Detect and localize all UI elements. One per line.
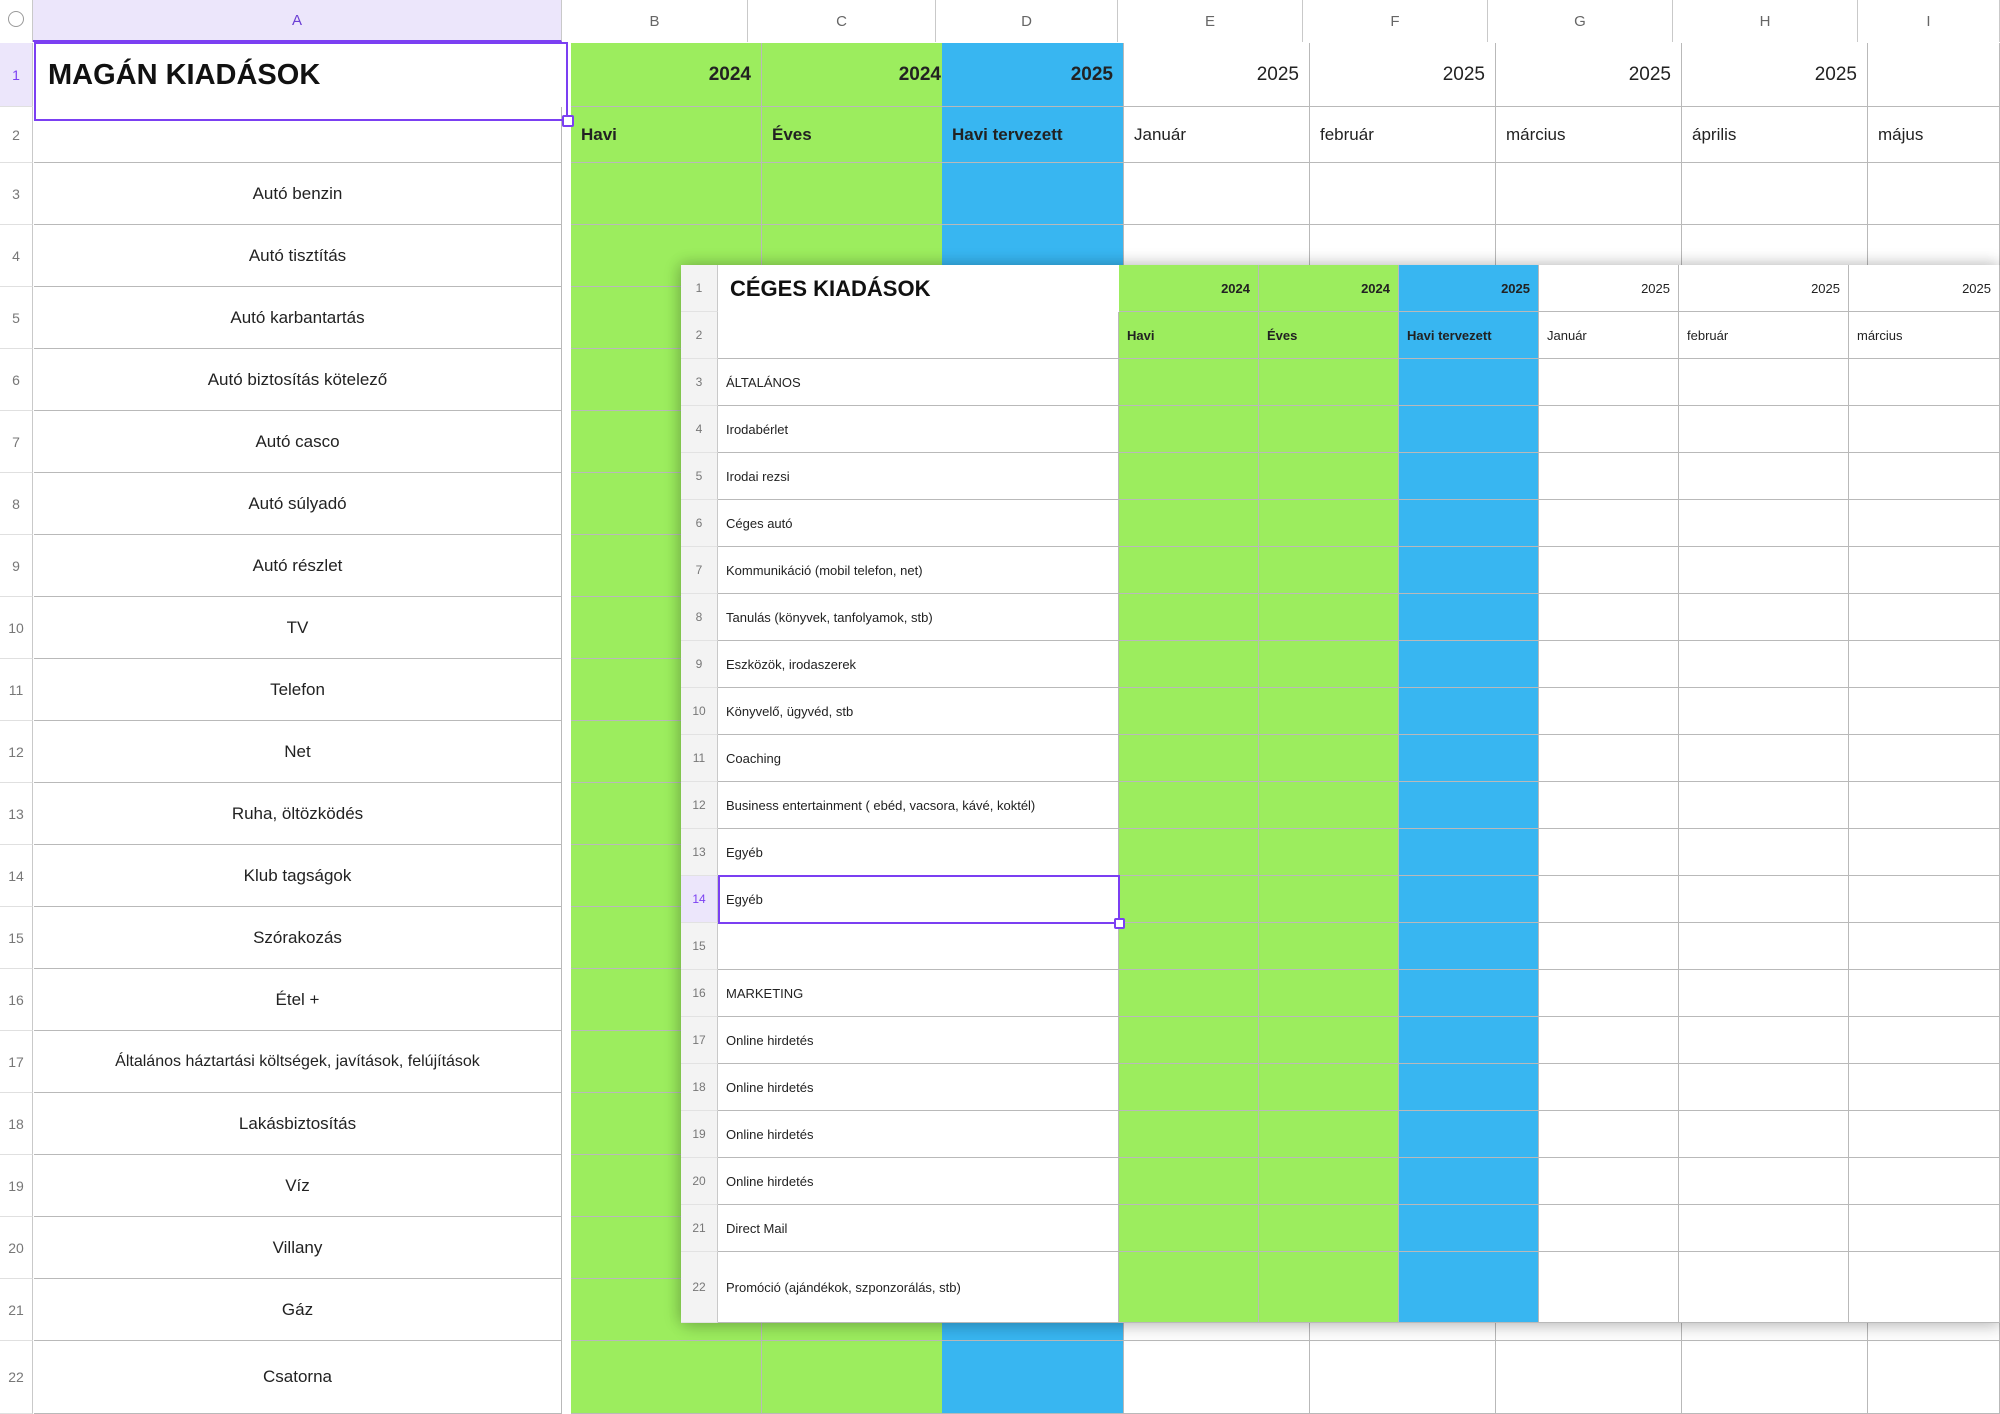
front-cell-C16[interactable]: [1259, 970, 1399, 1017]
back-item-row-11[interactable]: Telefon: [34, 659, 562, 721]
front-cell-B9[interactable]: [1119, 641, 1259, 688]
cell-B1-year[interactable]: 2024: [571, 43, 762, 107]
front-cell-B8[interactable]: [1119, 594, 1259, 641]
front-cell-C9[interactable]: [1259, 641, 1399, 688]
front-cell-G10[interactable]: [1849, 688, 2000, 735]
front-row-header-10[interactable]: 10: [681, 688, 718, 735]
front-cell-F22[interactable]: [1679, 1252, 1849, 1323]
row-header-21[interactable]: 21: [0, 1279, 33, 1341]
row-header-7[interactable]: 7: [0, 411, 33, 473]
column-header-G[interactable]: G: [1488, 0, 1673, 42]
ceges-kiadasok-spreadsheet[interactable]: [681, 265, 2000, 1323]
front-cell-D7[interactable]: [1399, 547, 1539, 594]
front-cell-F3[interactable]: [1679, 359, 1849, 406]
front-cell-F9[interactable]: [1679, 641, 1849, 688]
row-header-13[interactable]: 13: [0, 783, 33, 845]
front-cell-F4[interactable]: [1679, 406, 1849, 453]
front-cell-G22[interactable]: [1849, 1252, 2000, 1323]
front-cell-E1-year[interactable]: 2025: [1539, 265, 1679, 312]
front-row-header-22[interactable]: 22: [681, 1252, 718, 1323]
front-sheet-title: CÉGES KIADÁSOK: [718, 265, 1119, 312]
front-cell-F7[interactable]: [1679, 547, 1849, 594]
front-cell-C14[interactable]: [1259, 876, 1399, 923]
cell-C1-year[interactable]: 2024: [762, 43, 952, 107]
row-header-3[interactable]: 3: [0, 163, 33, 225]
front-cell-E7[interactable]: [1539, 547, 1679, 594]
front-cell-G21[interactable]: [1849, 1205, 2000, 1252]
back-cell-I3[interactable]: [1868, 163, 2000, 225]
front-cell-E5[interactable]: [1539, 453, 1679, 500]
front-cell-B10[interactable]: [1119, 688, 1259, 735]
front-cell-B20[interactable]: [1119, 1158, 1259, 1205]
front-item-row-7[interactable]: Kommunikáció (mobil telefon, net): [718, 547, 1119, 594]
front-item-row-8[interactable]: Tanulás (könyvek, tanfolyamok, stb): [718, 594, 1119, 641]
column-header-C[interactable]: C: [748, 0, 936, 42]
front-cell-F17[interactable]: [1679, 1017, 1849, 1064]
front-cell-G5[interactable]: [1849, 453, 2000, 500]
back-item-row-15[interactable]: Szórakozás: [34, 907, 562, 969]
front-cell-C15[interactable]: [1259, 923, 1399, 970]
front-cell-C13[interactable]: [1259, 829, 1399, 876]
front-cell-D10[interactable]: [1399, 688, 1539, 735]
front-item-row-15[interactable]: [718, 923, 1119, 970]
front-cell-C3[interactable]: [1259, 359, 1399, 406]
front-cell-D17[interactable]: [1399, 1017, 1539, 1064]
front-cell-G19[interactable]: [1849, 1111, 2000, 1158]
front-cell-B11[interactable]: [1119, 735, 1259, 782]
back-item-row-10[interactable]: TV: [34, 597, 562, 659]
row-header-4[interactable]: 4: [0, 225, 33, 287]
cell-F1-year[interactable]: 2025: [1310, 43, 1496, 107]
row-header-5[interactable]: 5: [0, 287, 33, 349]
back-item-row-13[interactable]: Ruha, öltözködés: [34, 783, 562, 845]
front-cell-C12[interactable]: [1259, 782, 1399, 829]
row-header-12[interactable]: 12: [0, 721, 33, 783]
front-row-header-16[interactable]: 16: [681, 970, 718, 1017]
front-cell-C10[interactable]: [1259, 688, 1399, 735]
front-cell-D14[interactable]: [1399, 876, 1539, 923]
front-row-header-9[interactable]: 9: [681, 641, 718, 688]
back-item-row-18[interactable]: Lakásbiztosítás: [34, 1093, 562, 1155]
back-cell-G22[interactable]: [1496, 1341, 1682, 1414]
row-header-14[interactable]: 14: [0, 845, 33, 907]
row-header-20[interactable]: 20: [0, 1217, 33, 1279]
front-row-header-15[interactable]: 15: [681, 923, 718, 970]
cell-D1-year[interactable]: 2025: [942, 43, 1124, 107]
row-header-11[interactable]: 11: [0, 659, 33, 721]
front-cell-D16[interactable]: [1399, 970, 1539, 1017]
back-cell-H22[interactable]: [1682, 1341, 1868, 1414]
front-cell-B17[interactable]: [1119, 1017, 1259, 1064]
back-cell-F22[interactable]: [1310, 1341, 1496, 1414]
front-cell-E3[interactable]: [1539, 359, 1679, 406]
front-item-row-4[interactable]: Irodabérlet: [718, 406, 1119, 453]
row-header-19[interactable]: 19: [0, 1155, 33, 1217]
front-row-header-14[interactable]: 14: [681, 876, 718, 923]
front-cell-B21[interactable]: [1119, 1205, 1259, 1252]
front-cell-D2-label[interactable]: Havi tervezett: [1399, 312, 1539, 359]
front-cell-D20[interactable]: [1399, 1158, 1539, 1205]
front-row-header-5[interactable]: 5: [681, 453, 718, 500]
front-cell-D3[interactable]: [1399, 359, 1539, 406]
front-cell-E9[interactable]: [1539, 641, 1679, 688]
front-cell-G2-label[interactable]: március: [1849, 312, 2000, 359]
front-cell-D13[interactable]: [1399, 829, 1539, 876]
front-item-row-18[interactable]: Online hirdetés: [718, 1064, 1119, 1111]
front-cell-D8[interactable]: [1399, 594, 1539, 641]
front-cell-G16[interactable]: [1849, 970, 2000, 1017]
front-cell-F6[interactable]: [1679, 500, 1849, 547]
front-cell-D15[interactable]: [1399, 923, 1539, 970]
front-cell-F19[interactable]: [1679, 1111, 1849, 1158]
front-cell-C4[interactable]: [1259, 406, 1399, 453]
cell-E2-label[interactable]: Január: [1124, 107, 1310, 163]
front-cell-E17[interactable]: [1539, 1017, 1679, 1064]
back-cell-E22[interactable]: [1124, 1341, 1310, 1414]
front-cell-E21[interactable]: [1539, 1205, 1679, 1252]
front-item-row-19[interactable]: Online hirdetés: [718, 1111, 1119, 1158]
front-item-row-12[interactable]: Business entertainment ( ebéd, vacsora, kávé, koktél): [718, 782, 1119, 829]
back-cell-H3[interactable]: [1682, 163, 1868, 225]
front-cell-D4[interactable]: [1399, 406, 1539, 453]
back-cell-B3[interactable]: [571, 163, 762, 225]
front-item-row-9[interactable]: Eszközök, irodaszerek: [718, 641, 1119, 688]
back-item-row-21[interactable]: Gáz: [34, 1279, 562, 1341]
row-header-16[interactable]: 16: [0, 969, 33, 1031]
cell-H1-year[interactable]: 2025: [1682, 43, 1868, 107]
front-row-header-7[interactable]: 7: [681, 547, 718, 594]
back-cell-D3[interactable]: [942, 163, 1124, 225]
front-row-header-18[interactable]: 18: [681, 1064, 718, 1111]
front-cell-F5[interactable]: [1679, 453, 1849, 500]
cell-A2[interactable]: [34, 107, 562, 163]
back-item-row-14[interactable]: Klub tagságok: [34, 845, 562, 907]
row-header-15[interactable]: 15: [0, 907, 33, 969]
front-cell-D5[interactable]: [1399, 453, 1539, 500]
row-header-17[interactable]: 17: [0, 1031, 33, 1093]
front-cell-B3[interactable]: [1119, 359, 1259, 406]
back-cell-E3[interactable]: [1124, 163, 1310, 225]
cell-I1-year[interactable]: [1868, 43, 2000, 107]
front-cell-B7[interactable]: [1119, 547, 1259, 594]
front-cell-D18[interactable]: [1399, 1064, 1539, 1111]
front-cell-C2-label[interactable]: Éves: [1259, 312, 1399, 359]
front-item-row-13[interactable]: Egyéb: [718, 829, 1119, 876]
back-item-row-16[interactable]: Étel +: [34, 969, 562, 1031]
front-item-row-10[interactable]: Könyvelő, ügyvéd, stb: [718, 688, 1119, 735]
front-row-header-12[interactable]: 12: [681, 782, 718, 829]
front-cell-F18[interactable]: [1679, 1064, 1849, 1111]
column-header-B[interactable]: B: [562, 0, 748, 42]
front-cell-F8[interactable]: [1679, 594, 1849, 641]
front-cell-E18[interactable]: [1539, 1064, 1679, 1111]
back-cell-F3[interactable]: [1310, 163, 1496, 225]
front-row-header-13[interactable]: 13: [681, 829, 718, 876]
front-cell-C17[interactable]: [1259, 1017, 1399, 1064]
cell-B2-label[interactable]: Havi: [571, 107, 762, 163]
front-cell-B16[interactable]: [1119, 970, 1259, 1017]
front-cell-C18[interactable]: [1259, 1064, 1399, 1111]
front-cell-F1-year[interactable]: 2025: [1679, 265, 1849, 312]
cell-D2-label[interactable]: Havi tervezett: [942, 107, 1124, 163]
front-cell-F15[interactable]: [1679, 923, 1849, 970]
front-cell-B13[interactable]: [1119, 829, 1259, 876]
front-cell-C5[interactable]: [1259, 453, 1399, 500]
front-cell-F14[interactable]: [1679, 876, 1849, 923]
back-item-row-6[interactable]: Autó biztosítás kötelező: [34, 349, 562, 411]
front-row-header-8[interactable]: 8: [681, 594, 718, 641]
front-cell-C19[interactable]: [1259, 1111, 1399, 1158]
back-item-row-4[interactable]: Autó tisztítás: [34, 225, 562, 287]
front-cell-D6[interactable]: [1399, 500, 1539, 547]
back-sheet-title: MAGÁN KIADÁSOK: [34, 43, 562, 107]
front-selection-fill-handle[interactable]: [1114, 918, 1125, 929]
front-cell-B2-label[interactable]: Havi: [1119, 312, 1259, 359]
front-cell-F21[interactable]: [1679, 1205, 1849, 1252]
back-item-row-5[interactable]: Autó karbantartás: [34, 287, 562, 349]
front-cell-G15[interactable]: [1849, 923, 2000, 970]
back-cell-I22[interactable]: [1868, 1341, 2000, 1414]
back-column-header-row[interactable]: [0, 0, 2000, 42]
front-cell-D12[interactable]: [1399, 782, 1539, 829]
cell-G1-year[interactable]: 2025: [1496, 43, 1682, 107]
cell-F2-label[interactable]: február: [1310, 107, 1496, 163]
front-cell-F11[interactable]: [1679, 735, 1849, 782]
back-item-row-8[interactable]: Autó súlyadó: [34, 473, 562, 535]
front-cell-A2[interactable]: [718, 312, 1119, 359]
front-item-row-22[interactable]: Promóció (ajándékok, szponzorálás, stb): [718, 1252, 1119, 1323]
back-item-row-20[interactable]: Villany: [34, 1217, 562, 1279]
front-cell-G8[interactable]: [1849, 594, 2000, 641]
front-cell-G4[interactable]: [1849, 406, 2000, 453]
front-item-row-16[interactable]: MARKETING: [718, 970, 1119, 1017]
front-cell-B14[interactable]: [1119, 876, 1259, 923]
front-row-header-21[interactable]: 21: [681, 1205, 718, 1252]
front-item-row-17[interactable]: Online hirdetés: [718, 1017, 1119, 1064]
front-cell-D11[interactable]: [1399, 735, 1539, 782]
back-selection-fill-handle[interactable]: [562, 115, 574, 127]
front-cell-E6[interactable]: [1539, 500, 1679, 547]
back-cell-C22[interactable]: [762, 1341, 952, 1414]
front-cell-B19[interactable]: [1119, 1111, 1259, 1158]
front-row-header-4[interactable]: 4: [681, 406, 718, 453]
front-cell-B22[interactable]: [1119, 1252, 1259, 1323]
front-row-header-20[interactable]: 20: [681, 1158, 718, 1205]
back-cell-D22[interactable]: [942, 1341, 1124, 1414]
front-row-header-6[interactable]: 6: [681, 500, 718, 547]
column-header-A[interactable]: A: [33, 0, 562, 42]
row-header-2[interactable]: 2: [0, 107, 33, 163]
front-cell-C6[interactable]: [1259, 500, 1399, 547]
front-cell-D21[interactable]: [1399, 1205, 1539, 1252]
front-row-header-11[interactable]: 11: [681, 735, 718, 782]
cell-H2-label[interactable]: április: [1682, 107, 1868, 163]
front-row-header-17[interactable]: 17: [681, 1017, 718, 1064]
select-all-corner-icon[interactable]: [0, 0, 33, 42]
front-cell-G11[interactable]: [1849, 735, 2000, 782]
front-cell-B18[interactable]: [1119, 1064, 1259, 1111]
front-cell-E11[interactable]: [1539, 735, 1679, 782]
front-row-header-19[interactable]: 19: [681, 1111, 718, 1158]
cell-C2-label[interactable]: Éves: [762, 107, 952, 163]
front-item-row-11[interactable]: Coaching: [718, 735, 1119, 782]
column-header-I[interactable]: I: [1858, 0, 2000, 42]
row-header-8[interactable]: 8: [0, 473, 33, 535]
front-cell-F12[interactable]: [1679, 782, 1849, 829]
front-item-row-14[interactable]: Egyéb: [718, 876, 1119, 923]
front-cell-D19[interactable]: [1399, 1111, 1539, 1158]
back-cell-B22[interactable]: [571, 1341, 762, 1414]
front-cell-F16[interactable]: [1679, 970, 1849, 1017]
front-row-header-1[interactable]: 1: [681, 265, 718, 312]
front-cell-E16[interactable]: [1539, 970, 1679, 1017]
front-cell-G6[interactable]: [1849, 500, 2000, 547]
back-item-row-19[interactable]: Víz: [34, 1155, 562, 1217]
front-cell-E14[interactable]: [1539, 876, 1679, 923]
front-cell-C20[interactable]: [1259, 1158, 1399, 1205]
back-cell-G3[interactable]: [1496, 163, 1682, 225]
front-item-row-21[interactable]: Direct Mail: [718, 1205, 1119, 1252]
back-cell-C3[interactable]: [762, 163, 952, 225]
cell-G2-label[interactable]: március: [1496, 107, 1682, 163]
front-cell-G3[interactable]: [1849, 359, 2000, 406]
front-cell-G13[interactable]: [1849, 829, 2000, 876]
front-cell-G7[interactable]: [1849, 547, 2000, 594]
front-cell-E8[interactable]: [1539, 594, 1679, 641]
front-cell-C8[interactable]: [1259, 594, 1399, 641]
front-cell-D9[interactable]: [1399, 641, 1539, 688]
back-item-row-3[interactable]: Autó benzin: [34, 163, 562, 225]
front-cell-E19[interactable]: [1539, 1111, 1679, 1158]
front-cell-E15[interactable]: [1539, 923, 1679, 970]
front-cell-F13[interactable]: [1679, 829, 1849, 876]
front-cell-B4[interactable]: [1119, 406, 1259, 453]
front-cell-E22[interactable]: [1539, 1252, 1679, 1323]
front-cell-B1-year[interactable]: 2024: [1119, 265, 1259, 312]
front-cell-D22[interactable]: [1399, 1252, 1539, 1323]
front-cell-B15[interactable]: [1119, 923, 1259, 970]
front-cell-G17[interactable]: [1849, 1017, 2000, 1064]
front-cell-G20[interactable]: [1849, 1158, 2000, 1205]
front-cell-E12[interactable]: [1539, 782, 1679, 829]
front-row-header-3[interactable]: 3: [681, 359, 718, 406]
front-cell-G9[interactable]: [1849, 641, 2000, 688]
front-item-row-20[interactable]: Online hirdetés: [718, 1158, 1119, 1205]
row-header-9[interactable]: 9: [0, 535, 33, 597]
front-item-row-5[interactable]: Irodai rezsi: [718, 453, 1119, 500]
front-cell-F10[interactable]: [1679, 688, 1849, 735]
front-cell-G1-year[interactable]: 2025: [1849, 265, 2000, 312]
front-cell-G14[interactable]: [1849, 876, 2000, 923]
row-header-18[interactable]: 18: [0, 1093, 33, 1155]
front-cell-E10[interactable]: [1539, 688, 1679, 735]
column-header-E[interactable]: E: [1118, 0, 1303, 42]
cell-E1-year[interactable]: 2025: [1124, 43, 1310, 107]
front-cell-E20[interactable]: [1539, 1158, 1679, 1205]
front-item-row-3[interactable]: ÁLTALÁNOS: [718, 359, 1119, 406]
front-item-row-6[interactable]: Céges autó: [718, 500, 1119, 547]
front-cell-G18[interactable]: [1849, 1064, 2000, 1111]
column-header-F[interactable]: F: [1303, 0, 1488, 42]
cell-I2-label[interactable]: május: [1868, 107, 2000, 163]
row-header-1[interactable]: 1: [0, 43, 33, 107]
row-header-22[interactable]: 22: [0, 1341, 33, 1414]
front-cell-E4[interactable]: [1539, 406, 1679, 453]
front-cell-C21[interactable]: [1259, 1205, 1399, 1252]
front-cell-C1-year[interactable]: 2024: [1259, 265, 1399, 312]
front-cell-G12[interactable]: [1849, 782, 2000, 829]
front-cell-C22[interactable]: [1259, 1252, 1399, 1323]
front-cell-C11[interactable]: [1259, 735, 1399, 782]
back-item-row-17[interactable]: Általános háztartási költségek, javítások, felújítások: [34, 1031, 562, 1093]
front-cell-B6[interactable]: [1119, 500, 1259, 547]
front-cell-B12[interactable]: [1119, 782, 1259, 829]
front-cell-F20[interactable]: [1679, 1158, 1849, 1205]
back-item-row-12[interactable]: Net: [34, 721, 562, 783]
front-cell-B5[interactable]: [1119, 453, 1259, 500]
front-cell-D1-year[interactable]: 2025: [1399, 265, 1539, 312]
front-cell-C7[interactable]: [1259, 547, 1399, 594]
back-item-row-7[interactable]: Autó casco: [34, 411, 562, 473]
row-header-10[interactable]: 10: [0, 597, 33, 659]
front-cell-E2-label[interactable]: Január: [1539, 312, 1679, 359]
front-cell-E13[interactable]: [1539, 829, 1679, 876]
front-row-header-2[interactable]: 2: [681, 312, 718, 359]
column-header-H[interactable]: H: [1673, 0, 1858, 42]
back-item-row-22[interactable]: Csatorna: [34, 1341, 562, 1414]
front-cell-F2-label[interactable]: február: [1679, 312, 1849, 359]
column-header-D[interactable]: D: [936, 0, 1118, 42]
row-header-6[interactable]: 6: [0, 349, 33, 411]
back-item-row-9[interactable]: Autó részlet: [34, 535, 562, 597]
